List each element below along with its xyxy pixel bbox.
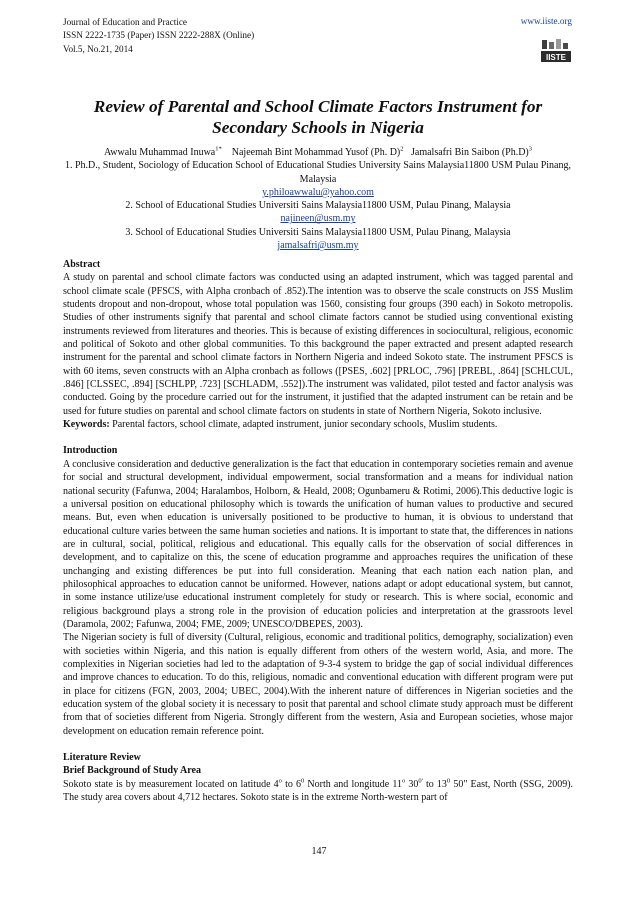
author-1-sup: 1*	[215, 145, 222, 153]
journal-url[interactable]: www.iiste.org	[520, 16, 572, 26]
abstract-text: A study on parental and school climate factors was conducted using an adapted instrument, which was tagged parental and school climate scale (PFSCS, with Alpha cronbach of .852).The intention was to observe the scale constructs on JSS Muslim students dropout and non-dropout, whose total population was 1560, consisting four groups (390 each) in Sokoto metropolis. Studies of other instruments signify that parental and school climate factors cannot be studied using conventional existing instruments reviewed from literatures and theories. This is because of existing differences in sociocultural, religious, economic and political of Sokoto and other global communities. To this background the paper extracted and present adapted research instrument for the parental and school climate factors in Northern Nigeria and indeed Sokoto state. The instrument PFSCS is with 60 items, seven constructs with an Alpha cronbach as follows ([PSES, .602] [PRLOC, .796] [PREBL, .864] [SCHLCUL, .846] [CLSSEC, .894] [SCHLPP, .723] [SCHLADM, .552]).The instrument was validated, pilot tested and factor analysis was conducted. Going by the procedure carried out for the instrument, it justified that the adapted instrument can be retain and be used for future studies on parental and school climate factors on students in state of Northern Nigeria, Sokoto inclusive.	[63, 272, 573, 417]
keywords-line	[63, 418, 573, 431]
title-line-1: Review of Parental and School Climate Factors Instrument for	[93, 97, 543, 116]
email-2[interactable]: najineen@usm.my	[280, 213, 356, 225]
paper-title	[63, 96, 573, 138]
journal-header	[63, 16, 254, 56]
affiliation-1: 1. Ph.D., Student, Sociology of Education School of Educational Studies University Sains Malaysia11800 USM Pulau Pinang, Malaysia	[65, 160, 571, 185]
author-block	[63, 146, 573, 252]
introduction-heading: Introduction	[63, 445, 118, 457]
title-line-2: Secondary Schools in Nigeria	[212, 118, 424, 137]
affiliation-2: 2. School of Educational Studies Universiti Sains Malaysia11800 USM, Pulau Pinang, Malaysia	[125, 200, 511, 212]
journal-issn: ISSN 2222-1735 (Paper) ISSN 2222-288X (Online)	[63, 30, 255, 41]
literature-heading: Literature Review	[63, 752, 141, 764]
paper-body	[63, 258, 573, 804]
journal-volume: Vol.5, No.21, 2014	[63, 43, 133, 54]
keywords-label: Keywords:	[63, 419, 110, 431]
abstract-heading: Abstract	[63, 259, 101, 270]
author-2: Najeemah Bint Mohammad Yusof (Ph. D)	[231, 147, 401, 158]
study-area-paragraph: Sokoto state is by measurement located on latitude 4$^o$ to $6^0$ North and longitude 11$^o$ $30^{0'}$ to $13^0$ 50" East, North (SSG, 2009). The study area covers about 4,712 hectares. Sokoto state is in the extreme North-western part of	[63, 777, 574, 804]
email-1[interactable]: y.philoawwalu@yahoo.com	[262, 186, 374, 198]
author-3: Jamalsafri Bin Saibon (Ph.D)	[411, 147, 529, 158]
author-names	[63, 146, 573, 159]
email-3[interactable]: jamalsafri@usm.my	[277, 240, 359, 252]
iiste-logo	[540, 38, 572, 64]
author-1: Awwalu Muhammad Inuwa	[103, 147, 216, 158]
author-3-sup: 3	[528, 145, 533, 153]
affiliation-3: 3. School of Educational Studies Universiti Sains Malaysia11800 USM, Pulau Pinang, Malaysia	[125, 226, 511, 238]
introduction-paragraph-1: A conclusive consideration and deductive generalization is the fact that education in contemporary societies remain and avenue for social and structural development, individual empowerment, social transformation and a means for individual nation national security (Fafunwa, 2004; Haralambos, Holborn, & Heald, 2008; Ogunbameru & Rotimi, 2006).This deductive logic is a universal position on educational philosophy which is towards the unification of human values to productive and secured means. But, even when education is universally positioned to be productive to human, it is obvious to understand that educational culture varies between the same human societies and nations. It is important to state that, the differences in nations are in cultural, social, political, religious and educational. This equally calls for the observation of social differences in development, and to capitalize on this, the scene of education programme and approaches requires the unification of these unchanging and existing differences be put into full consideration. Meaning that each nation each nation plan, and philosophical approaches to education cannot be uniformed. However, nations adapt or adopt educational system, but cannot, in some instance utilize/use educational instrument completely for study or research. This is where social, economic and religious background plays a strong role in the provision of education policies and interpretation at the grassroots level (Daramola, 2002; Fafunwa, 2004; FME, 2009; UNESCO/DBEPES, 2003).	[63, 458, 573, 630]
logo-text: IISTE	[545, 53, 567, 62]
keywords-text: Parental factors, school climate, adapted instrument, junior secondary schools, Muslim students.	[109, 419, 498, 431]
page-number: 147	[311, 846, 327, 857]
author-2-sup: 2	[400, 145, 404, 153]
introduction-paragraph-2: The Nigerian society is full of diversity (Cultural, religious, economic and traditional politics, demography, socialization) even with societies within Nigeria, and this nation is equally different from others of the western world, Asia, and more. The complexities in Nigerian societies had led to the adaptation of 9-3-4 system to bridge the gap of social individual differences and improve chances to education. To do this, religious, nomadic and conventional education with different program were put in place for citizens (FGN, 2003, 2004; UBEC, 2004).With the inherent nature of differences in Nigerian societies and the education system of the global society it is necessary to posit that parental and school climate study approach must be different from that of societies different from Nigeria. Strongly different from the western, Asia and European societies, whose major development on education remain reference point.	[63, 632, 573, 737]
study-area-heading: Brief Background of Study Area	[63, 765, 201, 777]
journal-name: Journal of Education and Practice	[63, 17, 187, 27]
